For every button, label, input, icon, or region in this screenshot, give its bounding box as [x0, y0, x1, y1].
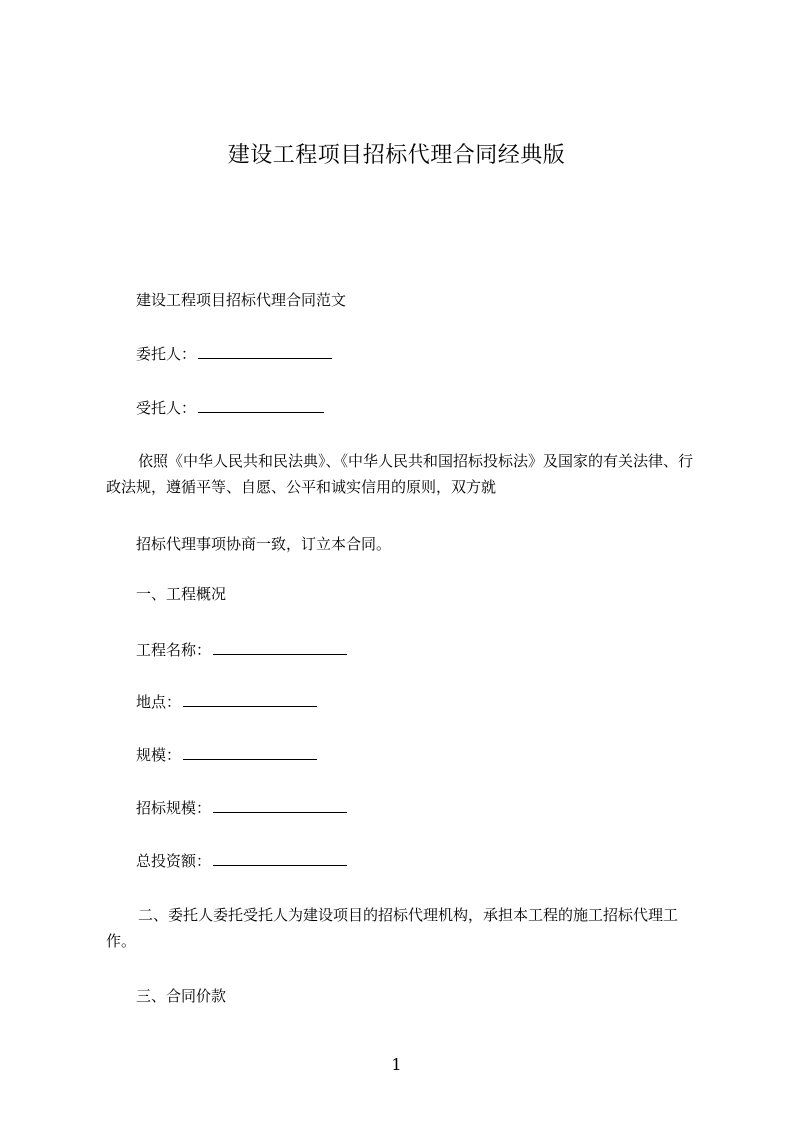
section2-paragraph	[106, 902, 706, 954]
page-number: 1	[391, 1055, 402, 1074]
section3-heading: 三、合同价款	[136, 987, 227, 1005]
project-name-field	[136, 638, 347, 662]
agent-blank	[198, 396, 324, 413]
total-investment-label: 总投资额：	[136, 852, 212, 870]
location-field	[136, 690, 317, 714]
agent-label: 受托人：	[136, 399, 197, 417]
section2-paragraph-text: 二、委托人委托受托人为建设项目的招标代理机构，承担本工程的施工招标代理工作。	[106, 906, 679, 950]
project-name-label: 工程名称：	[136, 641, 212, 659]
project-name-blank	[213, 638, 347, 655]
agent-field	[136, 396, 324, 420]
bidding-scale-blank	[213, 796, 347, 813]
bidding-scale-label: 招标规模：	[136, 799, 212, 817]
location-label: 地点：	[136, 693, 182, 711]
client-field	[136, 342, 332, 366]
location-blank	[183, 690, 317, 707]
basis-paragraph	[106, 448, 706, 500]
client-blank	[198, 342, 332, 359]
total-investment-blank	[213, 849, 347, 866]
document-title: 建设工程项目招标代理合同经典版	[227, 143, 566, 168]
scale-field	[136, 743, 317, 767]
total-investment-field	[136, 849, 347, 873]
section1-heading: 一、工程概况	[136, 585, 227, 603]
contract-subtitle: 建设工程项目招标代理合同范文	[136, 291, 347, 309]
basis-paragraph-text: 依照《中华人民共和民法典》、《中华人民共和国招标投标法》及国家的有关法律、行政法规，遵循平等、自愿、公平和诚实信用的原则，双方就	[106, 452, 694, 496]
scale-blank	[183, 743, 317, 760]
scale-label: 规模：	[136, 746, 182, 764]
agreement-line: 招标代理事项协商一致，订立本合同。	[136, 535, 392, 553]
client-label: 委托人：	[136, 345, 197, 363]
bidding-scale-field	[136, 796, 347, 820]
